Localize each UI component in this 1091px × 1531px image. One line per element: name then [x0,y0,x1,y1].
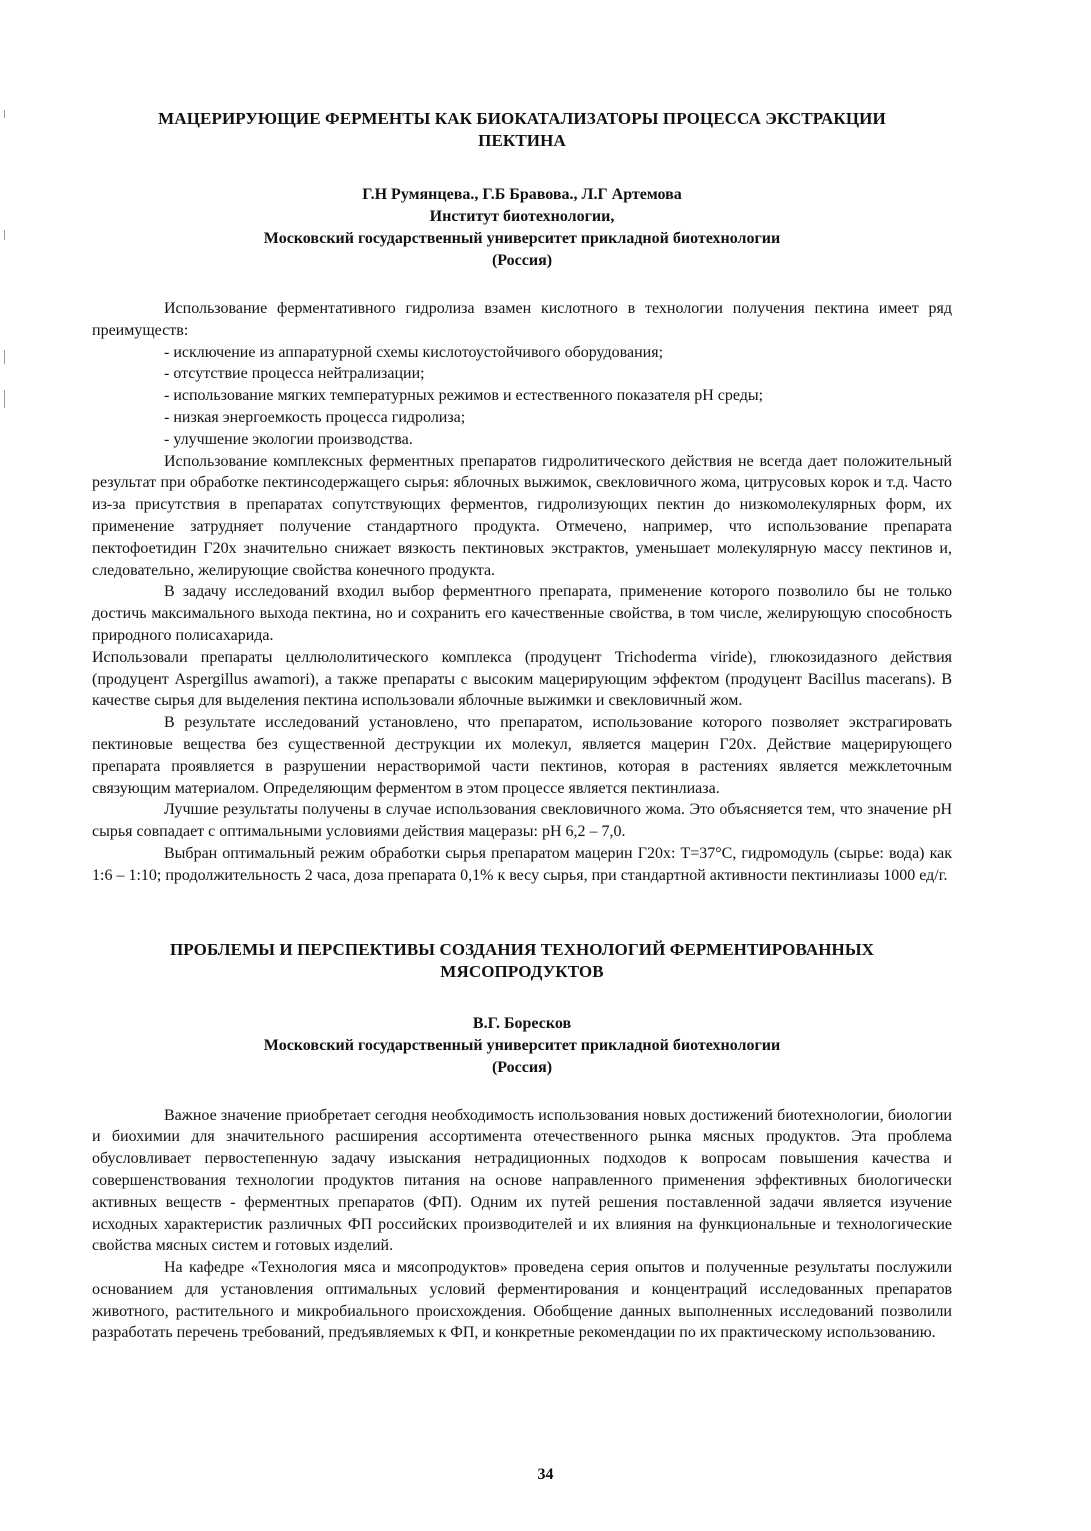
scan-mark [4,230,5,240]
list-item: - использование мягких температурных режимов и естественного показателя рН среды; [164,387,764,405]
list-item: - отсутствие процесса нейтрализации; [164,365,425,383]
article-authors: Г.Н Румянцева., Г.Б Бравова., Л.Г Артемова [362,186,682,203]
margin-scan-marks [4,110,10,410]
advantages-list [92,342,952,451]
article-paragraph: Использовали препараты целлюлолитического комплекса (продуцент Trichoderma viride), глюкозидазного действия (продуцент Aspergillus awamori), а также препараты с высоким мацерирующим эффектом (продуцент Bacillus macerans). В качестве сырья для выделения пектина использовали яблочные выжимки и свекловичный жом. [92,648,952,710]
article-paragraph: Использование ферментативного гидролиза взамен кислотного в технологии получения пектина имеет ряд преимуществ: [92,300,952,339]
article-paragraph: В задачу исследований входил выбор ферментного препарата, применение которого позволило бы не только достичь максимального выхода пектина, но и сохранить его качественные свойства, в том числе, желирующую способность природного полисахарида. [92,583,952,644]
article-author: В.Г. Боресков [472,1014,572,1032]
article-paragraph: Важное значение приобретает сегодня необходимость использования новых достижений биотехнологии, биологии и биохимии для значительного расширения ассортимента отечественного рынка мясных продуктов. Эта проблема обусловливает первостепенную задачу изыскания нетрадиционных подходов к вопросам повышения качества и совершенствования технологии продуктов питания на основе направленного применения эффективных биологически активных веществ - ферментных препаратов (ФП). Одним их путей решения поставленной задачи является изучение исходных характеристик различных ФП российских производителей и их влияния на функциональные и технологические свойства мясных систем и готовых изделий. [92,1106,952,1255]
scan-mark [4,110,5,118]
article-university: Московский государственный университет прикладной биотехнологии [263,230,781,247]
list-item: - исключение из аппаратурной схемы кислотоустойчивого оборудования; [164,343,664,361]
article-title-line: ПРОБЛЕМЫ И ПЕРСПЕКТИВЫ СОЗДАНИЯ ТЕХНОЛОГИЙ ФЕРМЕНТИРОВАННЫХ [169,939,875,959]
article-country: (Россия) [491,252,553,269]
article-paragraph: В результате исследований установлено, что препаратом, использование которого позволяет экстрагировать пектиновые вещества без существенной деструкции их молекул, является мацерин Г20х. Действие мацерирующего препарата проявляется в разрушении нерастворимой части пектинов, которая в растениях является межклеточным связующим материалом. Определяющим ферментом в этом процессе является пектинлиаза. [92,714,952,797]
page-content [92,108,952,1344]
article-paragraph: На кафедре «Технология мяса и мясопродуктов» проведена серия опытов и полученные результаты послужили основанием для установления оптимальных условий ферментирования и концентраций исследованных препаратов животного, растительного и микробиального происхождения. Обобщение данных выполненных исследований позволили разработать перечень требований, предъявляемых к ФП, и конкретные рекомендации по их практическому использованию. [92,1259,952,1342]
article-paragraph: Выбран оптимальный режим обработки сырья препаратом мацерин Г20х: Т=37°С, гидромодуль (сырье: вода) как 1:6 – 1:10; продолжительность 2 часа, доза препарата 0,1% к весу сырья, при стандартной активности пектинлиазы 1000 ед/г. [92,844,952,884]
article-fermented-meat-products [92,939,952,1345]
article-university: Московский государственный университет прикладной биотехнологии [263,1036,781,1054]
scan-mark [4,390,5,408]
article-country: (Россия) [491,1058,553,1076]
article-institute: Институт биотехнологии, [429,208,615,225]
article-title-line: МАЦЕРИРУЮЩИЕ ФЕРМЕНТЫ КАК БИОКАТАЛИЗАТОРЫ ПРОЦЕССА ЭКСТРАКЦИИ [158,109,886,128]
page-number: 34 [537,1466,554,1483]
article-paragraph: Лучшие результаты получены в случае использования свекловичного жома. Это объясняется тем, что значение рН сырья совпадает с оптимальными условиями действия мацеразы: рН 6,2 – 7,0. [92,801,952,841]
article-paragraph: Использование комплексных ферментных препаратов гидролитического действия не всегда дает положительный результат при обработке пектинсодержащего сырья: яблочных выжимок, свекловичного жома, цитрусовых корок и т.д. Часто из-за присутствия в препаратах сопутствующих ферментов, гидролизующих пектин до низкомолекулярных форм, их применение затрудняет получение стандартного продукта. Отмечено, например, что использование препарата пектофоетидин Г20х значительно снижает вязкость пектиновых экстрактов, уменьшает молекулярную массу пектинов и, следовательно, желирующие свойства конечного продукта. [92,452,952,579]
list-item: - низкая энергоемкость процесса гидролиза; [164,408,466,426]
scan-mark [4,350,5,364]
article-title-line: МЯСОПРОДУКТОВ [440,961,604,981]
article-title-line: ПЕКТИНА [478,131,566,150]
list-item: - улучшение экологии производства. [164,430,413,448]
article-maceration-enzymes [92,108,952,887]
